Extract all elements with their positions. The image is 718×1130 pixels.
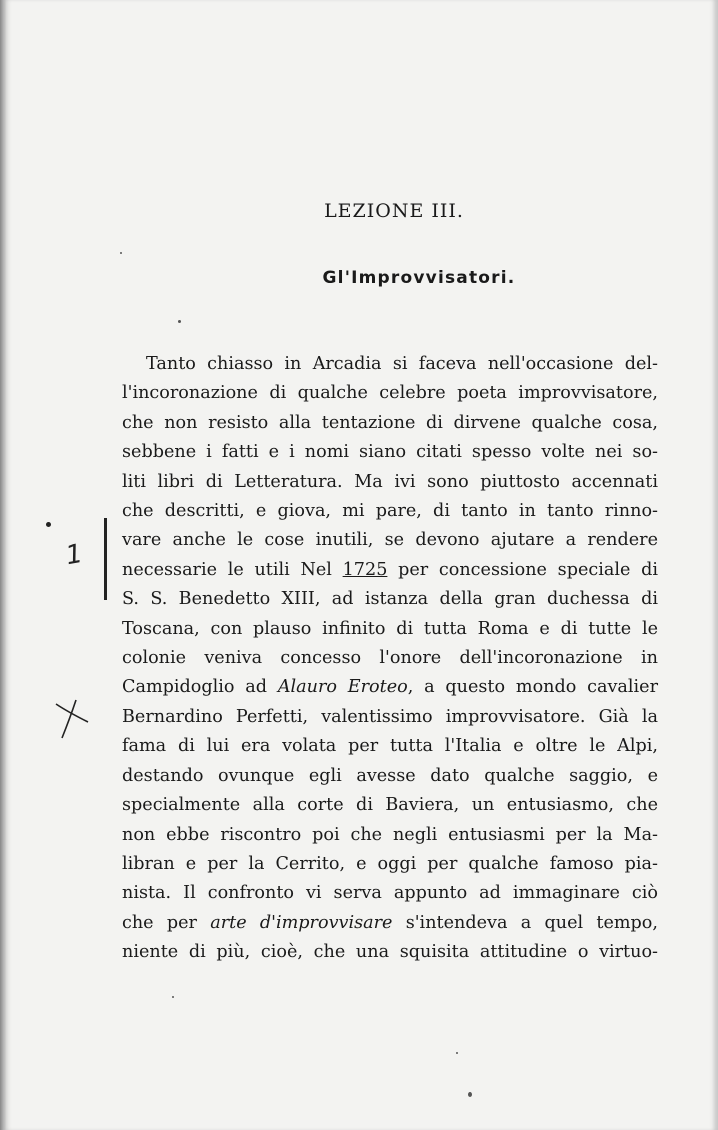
page-edge-shadow (0, 0, 6, 1130)
text-line: fama di lui era volata per tutta l'Italia e oltre le Alpi, (122, 736, 658, 757)
text-line: Tanto chiasso in Arcadia si faceva nell'occasione del- (146, 354, 658, 374)
text-line: sebbene i fatti e i nomi siano citati spesso volte nei so- (122, 442, 658, 463)
text-line: nista. Il confronto vi serva appunto ad immaginare ciò (122, 883, 658, 904)
margin-numeral: 1 (63, 538, 86, 572)
margin-vertical-bar (104, 518, 107, 600)
margin-dot-mark (46, 522, 51, 527)
chapter-heading: LEZIONE III. (324, 200, 464, 222)
text-line: Toscana, con plauso infinito di tutta Roma e di tutte le (122, 618, 658, 639)
text-line: necessarie le utili Nel 1725 per concessione speciale di (122, 559, 658, 580)
text-line: Bernardino Perfetti, valentissimo improvvisatore. Già la (122, 706, 658, 727)
text-line: che descritti, e giova, mi pare, di tanto in tanto rinno- (122, 501, 658, 522)
body-paragraph (122, 350, 658, 968)
text-line: l'incoronazione di qualche celebre poeta improvvisatore, (122, 383, 658, 404)
margin-cross-mark (52, 696, 92, 742)
text-line: che per arte d'improvvisare s'intendeva a quel tempo, (122, 912, 658, 933)
text-line: Campidoglio ad Alauro Eroteo, a questo mondo cavalier (122, 677, 658, 698)
text-line: che non resisto alla tentazione di dirvene qualche cosa, (122, 412, 658, 433)
text-line: vare anche le cose inutili, se devono ajutare a rendere (122, 530, 658, 551)
section-title: Gl'Improvvisatori. (322, 268, 516, 288)
text-line: libran e per la Cerrito, e oggi per qualche famoso pia- (122, 853, 658, 874)
text-line: non ebbe riscontro poi che negli entusiasmi per la Ma- (122, 824, 658, 845)
text-line: colonie veniva concesso l'onore dell'incoronazione in (122, 648, 658, 669)
text-line: destando ovunque egli avesse dato qualche saggio, e (122, 765, 658, 786)
text-line: S. S. Benedetto XIII, ad istanza della gran duchessa di (122, 589, 658, 610)
text-line: niente di più, cioè, che una squisita attitudine o virtuo- (122, 942, 658, 963)
text-line: liti libri di Letteratura. Ma ivi sono piuttosto accennati (122, 471, 658, 492)
text-line: specialmente alla corte di Baviera, un entusiasmo, che (122, 795, 658, 816)
